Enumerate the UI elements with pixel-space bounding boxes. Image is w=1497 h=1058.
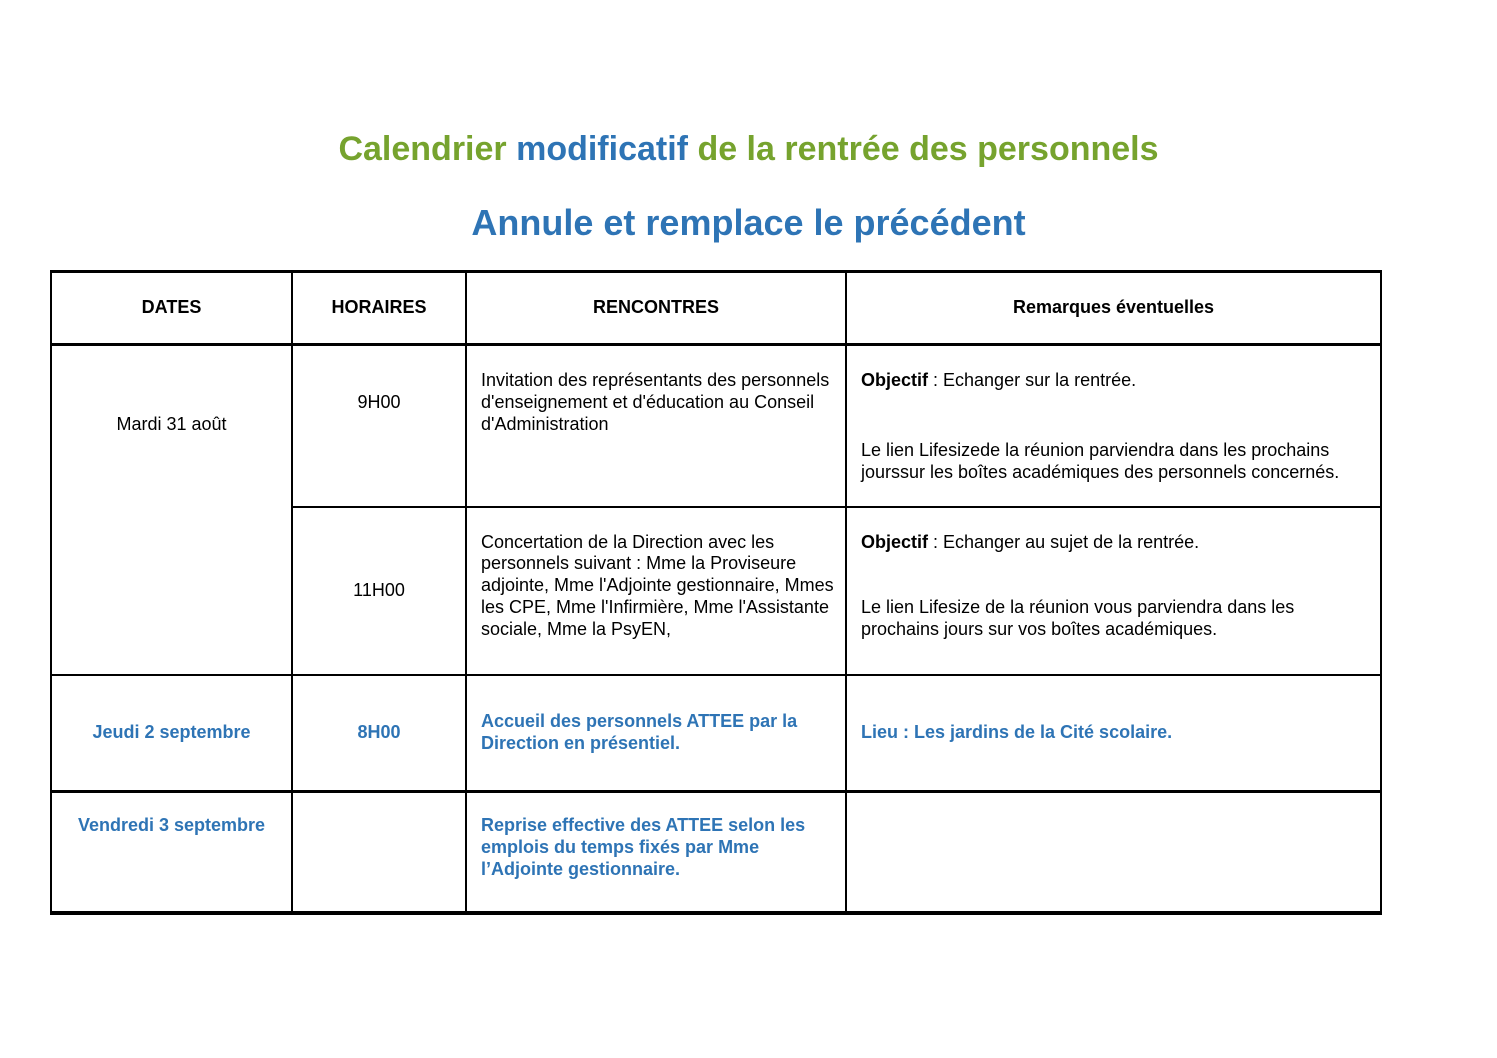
remark-cell-objectif-rentree [846, 345, 1381, 507]
table-row-mardi-9h [51, 345, 1381, 507]
time-cell-8h00: 8H00 [292, 675, 466, 792]
remark-cell-lieu: Lieu : Les jardins de la Cité scolaire. [846, 675, 1381, 792]
time-cell-empty [292, 792, 466, 913]
remark-text: : Echanger au sujet de la rentrée. [928, 531, 1200, 552]
header-remarques: Remarques éventuelles [846, 272, 1381, 345]
remark-bold-label: Objectif [861, 370, 929, 390]
remark-text: : Echanger sur la rentrée. [928, 370, 1137, 390]
rencontre-cell-reprise-attee: Reprise effective des ATTEE selon les emplois du temps fixés par Mme l’Adjointe gestionnaire. [466, 792, 846, 913]
rencontre-cell-invitation: Invitation des représentants des personnels d'enseignement et d'éducation au Conseil d'Administration [466, 345, 846, 507]
header-rencontres: RENCONTRES [466, 272, 846, 345]
header-row [51, 272, 1381, 345]
remark-bold-label: Objectif [861, 531, 929, 552]
date-cell-jeudi-2-septembre: Jeudi 2 septembre [51, 675, 292, 792]
remark-paragraph-lien: Le lien Lifesize de la réunion vous parviendra dans les prochains jours sur vos boîtes académiques. [861, 597, 1295, 640]
header-horaires: HORAIRES [292, 272, 466, 345]
remark-cell-objectif-sujet [846, 507, 1381, 675]
date-cell-mardi-31-aout: Mardi 31 août [51, 345, 292, 675]
rencontre-cell-accueil-attee: Accueil des personnels ATTEE par la Direction en présentiel. [466, 675, 846, 792]
remark-paragraph-lien: Le lien Lifesizede la réunion parviendra dans les prochains jourssur les boîtes académiques des personnels concernés. [861, 439, 1340, 482]
schedule-table [50, 270, 1382, 915]
header-dates: DATES [51, 272, 292, 345]
time-cell-9h00: 9H00 [292, 345, 466, 507]
page-title [0, 131, 1497, 168]
page-subtitle: Annule et remplace le précédent [471, 202, 1026, 243]
title-part-rentree: de la rentrée des personnels [697, 130, 1159, 168]
title-part-calendrier: Calendrier [338, 130, 517, 168]
remark-paragraph-objectif [861, 370, 1370, 392]
remark-paragraph-objectif [861, 532, 1370, 554]
table-row-jeudi [51, 675, 1381, 792]
time-cell-11h00: 11H00 [292, 507, 466, 675]
table-row-vendredi [51, 792, 1381, 913]
date-cell-vendredi-3-septembre: Vendredi 3 septembre [51, 792, 292, 913]
title-part-modificatif: modificatif [516, 130, 698, 168]
rencontre-cell-concertation: Concertation de la Direction avec les personnels suivant : Mme la Proviseure adjointe, Mme l'Adjointe gestionnaire, Mmes les CPE, Mme l'Infirmière, Mme l'Assistante sociale, Mme la PsyEN, [466, 507, 846, 675]
remark-cell-empty [846, 792, 1381, 913]
